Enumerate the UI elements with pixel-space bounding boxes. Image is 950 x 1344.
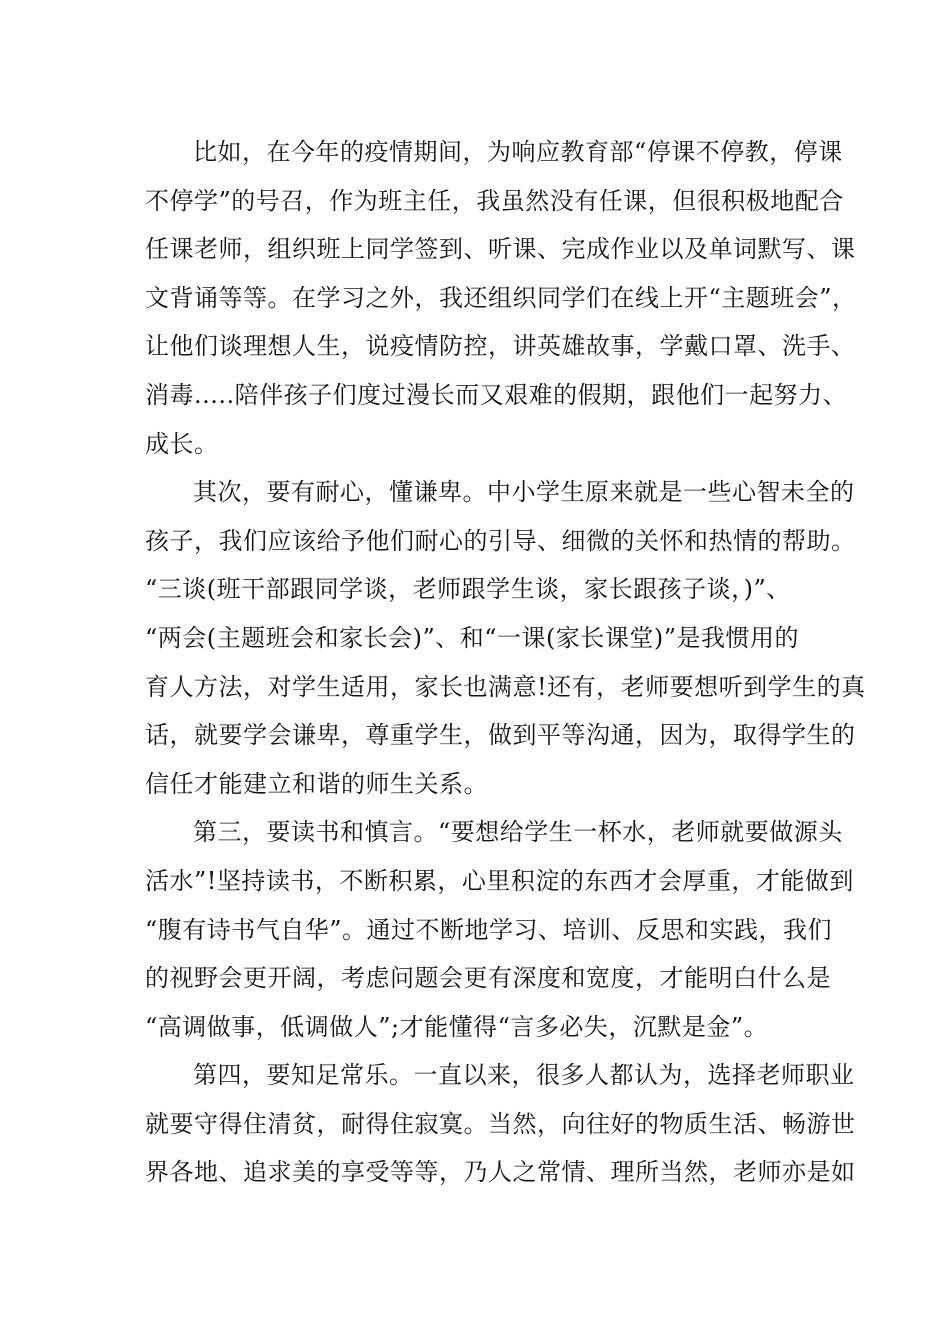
text-line: 孩子，我们应该给予他们耐心的引导、细微的关怀和热情的帮助。 <box>145 526 856 555</box>
paragraph-1 <box>145 128 857 468</box>
text-line: 就要守得住清贫，耐得住寂寞。当然，向往好的物质生活、畅游世 <box>145 1109 856 1138</box>
text-line: 活水”!坚持读书，不断积累，心里积淀的东西才会厚重，才能做到 <box>145 866 854 895</box>
text-line: “腹有诗书气自华”。通过不断地学习、培训、反思和实践，我们 <box>145 915 833 944</box>
text-line: 不停学”的号召，作为班主任，我虽然没有任课，但很积极地配合 <box>145 186 844 215</box>
paragraph-2 <box>145 468 866 808</box>
text-line: 让他们谈理想人生，说疫情防控，讲英雄故事，学戴口罩、洗手、 <box>145 332 856 361</box>
text-line: 文背诵等等。在学习之外，我还组织同学们在线上开“主题班会”， <box>145 283 857 312</box>
text-line: 其次，要有耐心，懂谦卑。中小学生原来就是一些心智未全的 <box>193 478 855 507</box>
text-line: 第四，要知足常乐。一直以来，很多人都认为，选择老师职业 <box>193 1061 855 1090</box>
text-line: “两会(主题班会和家长会)”、和“一课(家长课堂)”是我惯用的 <box>145 623 800 652</box>
text-line: 界各地、追求美的享受等等，乃人之常情、理所当然，老师亦是如 <box>145 1158 856 1187</box>
text-line: “高调做事，低调做人”;才能懂得“言多必失，沉默是金”。 <box>145 1012 769 1041</box>
document-body <box>145 128 866 1197</box>
text-line: 成长。 <box>145 429 219 458</box>
text-line: “三谈(班干部跟同学谈，老师跟学生谈，家长跟孩子谈，)”、 <box>145 575 791 604</box>
text-line: 比如，在今年的疫情期间，为响应教育部“停课不停教，停课 <box>193 138 843 166</box>
text-line: 第三，要读书和慎言。“要想给学生一杯水，老师就要做源头 <box>193 818 843 847</box>
paragraph-4 <box>145 1051 856 1197</box>
paragraph-3 <box>145 808 854 1051</box>
text-line: 话，就要学会谦卑，尊重学生，做到平等沟通，因为，取得学生的 <box>145 721 856 750</box>
text-line: 信任才能建立和谐的师生关系。 <box>145 769 488 798</box>
text-line: 育人方法，对学生适用，家长也满意!还有，老师要想听到学生的真 <box>145 672 866 701</box>
text-line: 的视野会更开阔，考虑问题会更有深度和宽度，才能明白什么是 <box>145 964 831 993</box>
text-line: 任课老师，组织班上同学签到、听课、完成作业以及单词默写、课 <box>145 235 856 264</box>
text-line: 消毒.....陪伴孩子们度过漫长而又艰难的假期，跟他们一起努力、 <box>145 380 848 409</box>
